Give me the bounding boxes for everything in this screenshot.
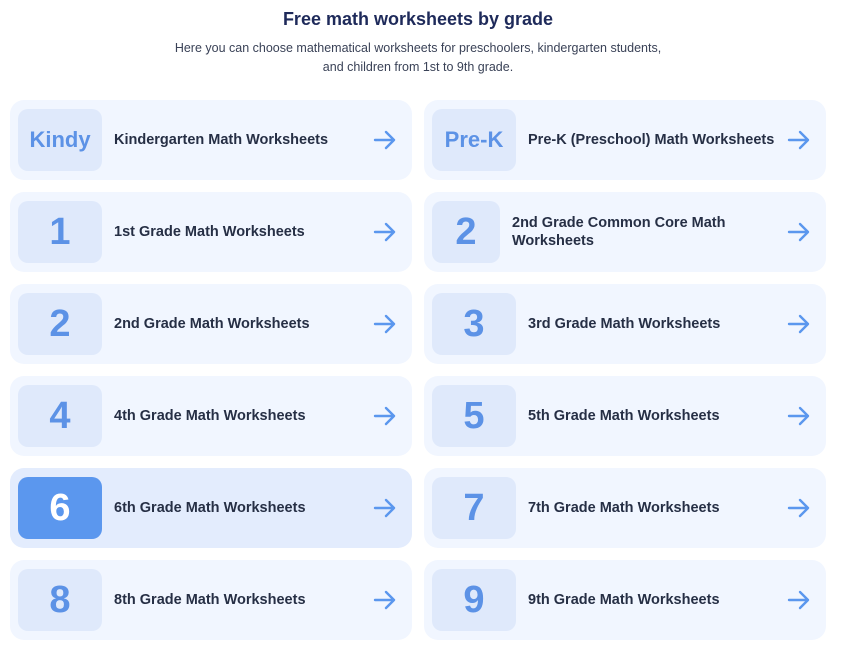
card-label: 1st Grade Math Worksheets xyxy=(114,224,305,240)
card-label: 7th Grade Math Worksheets xyxy=(528,500,720,516)
card-label: 4th Grade Math Worksheets xyxy=(114,408,306,424)
card-kindergarten[interactable] xyxy=(10,100,412,180)
arrow-right-icon xyxy=(786,589,812,611)
page-title: Free math worksheets by grade xyxy=(282,9,554,29)
card-grade-3[interactable] xyxy=(424,284,826,364)
page-subtitle xyxy=(0,39,836,77)
card-label: Kindergarten Math Worksheets xyxy=(114,132,329,148)
grade-badge: 2 xyxy=(432,201,500,263)
card-label: Pre-K (Preschool) Math Worksheets xyxy=(528,132,775,148)
card-label: 3rd Grade Math Worksheets xyxy=(528,316,721,332)
worksheet-grade-grid xyxy=(10,100,826,640)
grade-badge: 5 xyxy=(432,385,516,447)
arrow-right-icon xyxy=(786,497,812,519)
card-grade-7[interactable] xyxy=(424,468,826,548)
arrow-right-icon xyxy=(372,221,398,243)
subtitle-line: and children from 1st to 9th grade. xyxy=(322,60,514,74)
card-label: 2nd Grade Common Core Math Worksheets xyxy=(512,215,726,249)
grade-badge: 3 xyxy=(432,293,516,355)
card-label: 9th Grade Math Worksheets xyxy=(528,592,720,608)
grade-badge: Pre-K xyxy=(432,109,516,171)
card-grade-6[interactable] xyxy=(10,468,412,548)
grade-badge: 2 xyxy=(18,293,102,355)
grade-badge: 6 xyxy=(18,477,102,539)
arrow-right-icon xyxy=(372,497,398,519)
arrow-right-icon xyxy=(786,313,812,335)
card-pre-k[interactable] xyxy=(424,100,826,180)
card-grade-2-common-core[interactable] xyxy=(424,192,826,272)
grade-badge: Kindy xyxy=(18,109,102,171)
card-label: 2nd Grade Math Worksheets xyxy=(114,316,310,332)
arrow-right-icon xyxy=(372,313,398,335)
grade-badge: 4 xyxy=(18,385,102,447)
card-label: 6th Grade Math Worksheets xyxy=(114,500,306,516)
card-label: 5th Grade Math Worksheets xyxy=(528,408,720,424)
subtitle-line: Here you can choose mathematical worksheets for preschoolers, kindergarten students, xyxy=(174,41,662,55)
card-grade-5[interactable] xyxy=(424,376,826,456)
grade-badge: 9 xyxy=(432,569,516,631)
card-grade-4[interactable] xyxy=(10,376,412,456)
arrow-right-icon xyxy=(372,405,398,427)
card-grade-1[interactable] xyxy=(10,192,412,272)
arrow-right-icon xyxy=(786,129,812,151)
card-grade-9[interactable] xyxy=(424,560,826,640)
arrow-right-icon xyxy=(372,129,398,151)
arrow-right-icon xyxy=(372,589,398,611)
grade-badge: 7 xyxy=(432,477,516,539)
card-grade-8[interactable] xyxy=(10,560,412,640)
card-grade-2[interactable] xyxy=(10,284,412,364)
arrow-right-icon xyxy=(786,221,812,243)
arrow-right-icon xyxy=(786,405,812,427)
card-label: 8th Grade Math Worksheets xyxy=(114,592,306,608)
grade-badge: 1 xyxy=(18,201,102,263)
grade-badge: 8 xyxy=(18,569,102,631)
